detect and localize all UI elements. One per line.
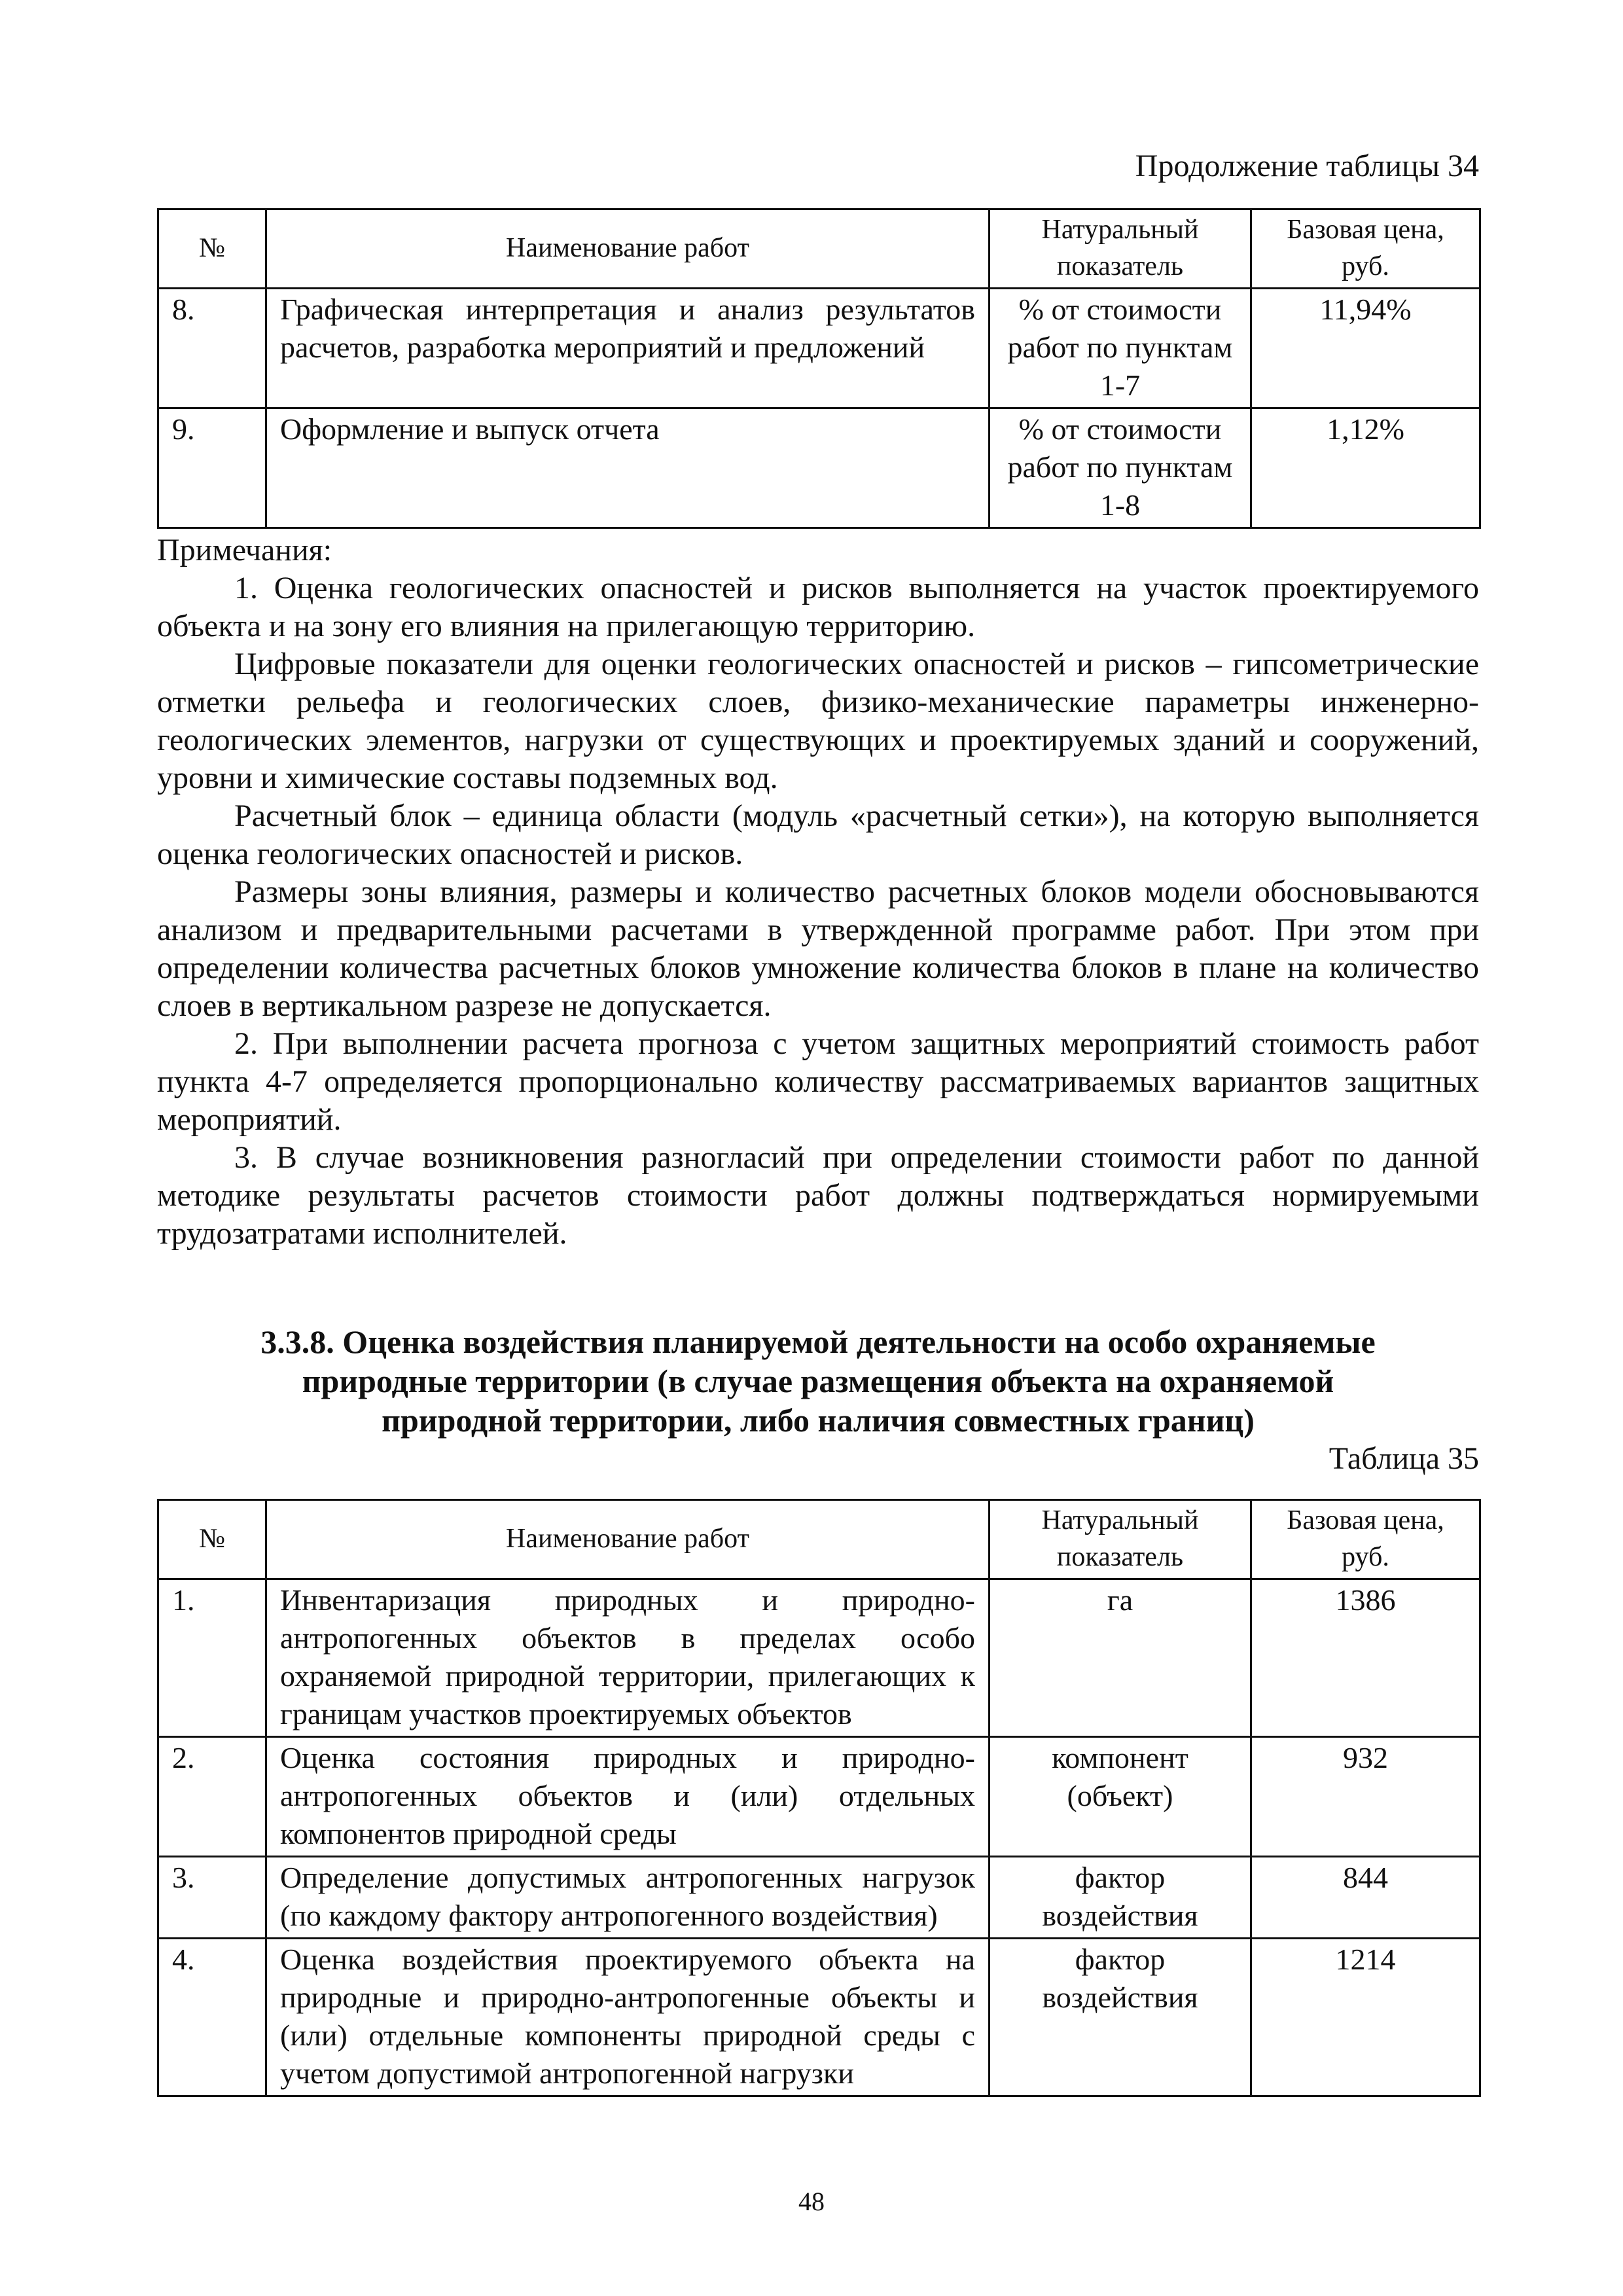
notes-section	[157, 531, 1479, 1253]
table-row	[158, 1737, 1480, 1857]
row-price: 11,94%	[1251, 289, 1480, 408]
row-work-name: Оценка воздействия проектируемого объекта на природные и природно-антропогенные объекты и (или) отдельные компоненты природной среды с учетом допустимой антропогенной нагрузки	[266, 1939, 990, 2096]
row-number: 9.	[158, 408, 266, 528]
page-number: 48	[798, 2187, 825, 2216]
note-paragraph: 1. Оценка геологических опасностей и рисков выполняется на участок проектируемого объекта и на зону его влияния на прилегающую территорию.	[157, 571, 1479, 643]
row-number: 3.	[158, 1857, 266, 1939]
table-35-label: Таблица 35	[1329, 1441, 1479, 1476]
header-base-price: Базовая цена, руб.	[1251, 209, 1480, 289]
row-number: 2.	[158, 1737, 266, 1857]
header-indicator: Натуральный показатель	[990, 1500, 1251, 1579]
header-number: №	[158, 1500, 266, 1579]
row-price: 932	[1251, 1737, 1480, 1857]
row-work-name: Определение допустимых антропогенных нагрузок (по каждому фактору антропогенного воздействия)	[266, 1857, 990, 1939]
section-heading-line: природной территории, либо наличия совместных границ)	[382, 1402, 1255, 1439]
table-header-row	[158, 1500, 1480, 1579]
table-34	[157, 208, 1481, 529]
table-row	[158, 1857, 1480, 1939]
section-heading-line: природные территории (в случае размещения объекта на охраняемой	[302, 1363, 1334, 1399]
row-indicator: % от стоимости работ по пунктам 1-7	[990, 289, 1251, 408]
header-number: №	[158, 209, 266, 289]
table-35	[157, 1499, 1481, 2097]
header-indicator: Натуральный показатель	[990, 209, 1251, 289]
header-base-price: Базовая цена, руб.	[1251, 1500, 1480, 1579]
row-price: 1,12%	[1251, 408, 1480, 528]
row-number: 4.	[158, 1939, 266, 2096]
table-row	[158, 1939, 1480, 2096]
header-work-name: Наименование работ	[266, 1500, 990, 1579]
note-paragraph: Цифровые показатели для оценки геологических опасностей и рисков – гипсометрические отметки рельефа и геологических слоев, физико-механические параметры инженерно-геологических элементов, нагрузки от существующих и проектируемых зданий и сооружений, уровни и химические составы подземных вод.	[157, 647, 1479, 795]
row-work-name: Графическая интерпретация и анализ результатов расчетов, разработка мероприятий и предложений	[266, 289, 990, 408]
table-continuation-label: Продолжение таблицы 34	[1135, 149, 1479, 183]
row-indicator: га	[990, 1579, 1251, 1737]
table-row	[158, 408, 1480, 528]
note-paragraph: Расчетный блок – единица области (модуль «расчетный сетки»), на которую выполняется оценка геологических опасностей и рисков.	[157, 798, 1479, 871]
row-indicator: компонент (объект)	[990, 1737, 1251, 1857]
row-number: 8.	[158, 289, 266, 408]
row-price: 1214	[1251, 1939, 1480, 2096]
row-work-name: Оформление и выпуск отчета	[266, 408, 990, 528]
note-paragraph: Размеры зоны влияния, размеры и количество расчетных блоков модели обосновываются анализом и предварительными расчетами в утвержденной программе работ. При этом при определении количества расчетных блоков умножение количества блоков в плане на количество слоев в вертикальном разрезе не допускается.	[157, 874, 1479, 1023]
table-row	[158, 1579, 1480, 1737]
row-indicator: % от стоимости работ по пунктам 1-8	[990, 408, 1251, 528]
table-row	[158, 289, 1480, 408]
note-paragraph: 2. При выполнении расчета прогноза с учетом защитных мероприятий стоимость работ пункта 4-7 определяется пропорционально количеству рассматриваемых вариантов защитных мероприятий.	[157, 1026, 1479, 1137]
row-number: 1.	[158, 1579, 266, 1737]
row-work-name: Оценка состояния природных и природно-антропогенных объектов и (или) отдельных компонентов природной среды	[266, 1737, 990, 1857]
notes-heading: Примечания:	[157, 533, 332, 567]
row-price: 844	[1251, 1857, 1480, 1939]
row-work-name: Инвентаризация природных и природно-антропогенных объектов в пределах особо охраняемой природной территории, прилегающих к границам участков проектируемых объектов	[266, 1579, 990, 1737]
section-heading-line: 3.3.8. Оценка воздействия планируемой деятельности на особо охраняемые	[260, 1323, 1376, 1360]
table-header-row	[158, 209, 1480, 289]
row-price: 1386	[1251, 1579, 1480, 1737]
row-indicator: фактор воздействия	[990, 1939, 1251, 2096]
note-paragraph: 3. В случае возникновения разногласий при определении стоимости работ по данной методике результаты расчетов стоимости работ должны подтверждаться нормируемыми трудозатратами исполнителей.	[157, 1140, 1479, 1251]
row-indicator: фактор воздействия	[990, 1857, 1251, 1939]
section-heading	[157, 1322, 1479, 1440]
header-work-name: Наименование работ	[266, 209, 990, 289]
